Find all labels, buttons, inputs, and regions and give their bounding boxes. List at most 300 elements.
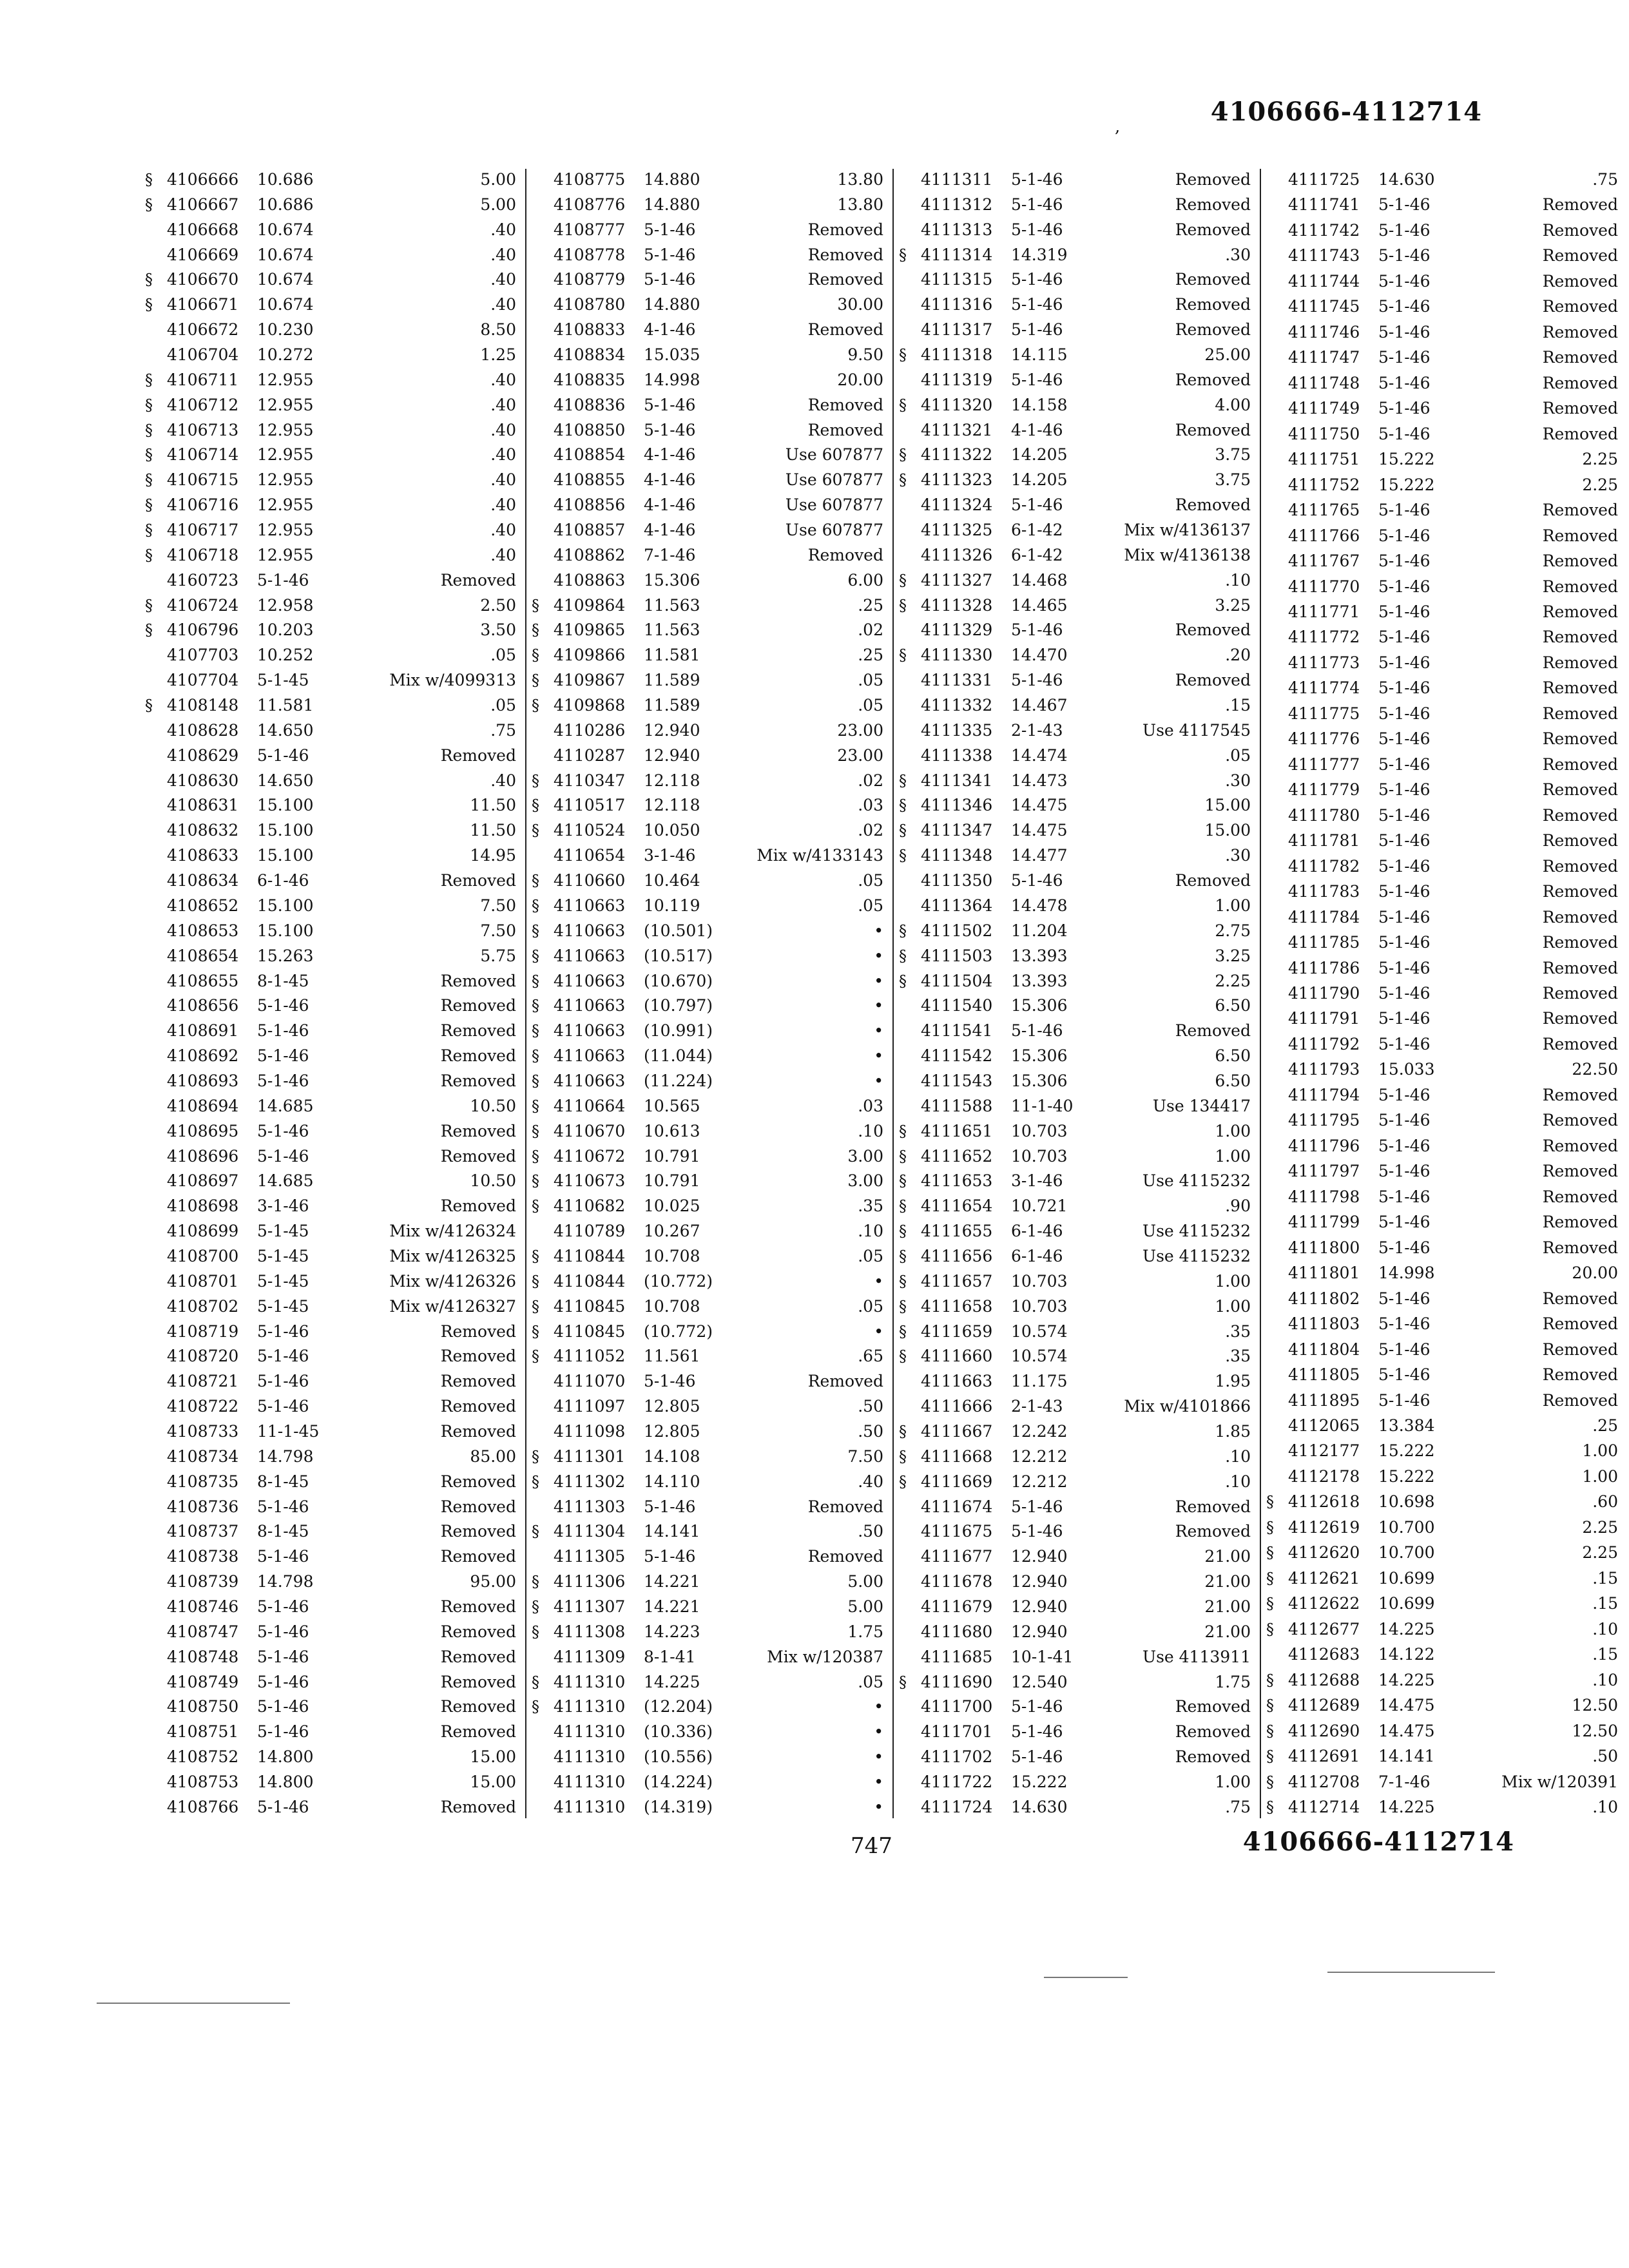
table-row <box>145 794 525 816</box>
part-number: 4111335 <box>921 720 993 740</box>
table-row <box>532 1195 892 1217</box>
table-row <box>145 1571 525 1593</box>
section-mark: § <box>532 1698 539 1716</box>
table-row <box>1266 1771 1627 1793</box>
entry-value: .75 <box>1592 170 1618 189</box>
part-number: 4108695 <box>167 1121 239 1140</box>
table-row <box>1266 398 1627 419</box>
date-or-code: 10.025 <box>644 1196 700 1216</box>
date-or-code: 5-1-46 <box>257 1672 309 1691</box>
date-or-code: 12.955 <box>257 521 314 540</box>
part-number: 4111777 <box>1288 754 1360 774</box>
table-row <box>532 544 892 566</box>
part-number: 4108653 <box>167 921 239 940</box>
date-or-code: 5-1-46 <box>644 245 696 264</box>
part-number: 4108694 <box>167 1096 239 1115</box>
date-or-code: 5-1-46 <box>1378 271 1431 291</box>
section-mark: § <box>145 396 153 414</box>
entry-value: .15 <box>1592 1594 1618 1613</box>
entry-value: 25.00 <box>1204 345 1251 365</box>
table-row <box>532 294 892 316</box>
date-or-code: 5-1-46 <box>1011 1697 1063 1716</box>
entry-value: 1.95 <box>1215 1372 1251 1391</box>
part-number: 4111326 <box>921 545 993 564</box>
date-or-code: 6-1-42 <box>1011 521 1063 540</box>
table-row <box>899 920 1260 942</box>
entry-value: 20.00 <box>837 370 883 389</box>
entry-value: Mix w/4101866 <box>1124 1397 1251 1416</box>
table-row <box>532 1671 892 1693</box>
part-number: 4111318 <box>921 345 993 365</box>
entry-value: 3.25 <box>1215 946 1251 965</box>
entry-value: Removed <box>1175 420 1251 439</box>
table-row <box>532 669 892 691</box>
table-row <box>899 1345 1260 1367</box>
date-or-code: 14.798 <box>257 1446 314 1466</box>
entry-value: Removed <box>440 1722 516 1742</box>
part-number: 4110844 <box>554 1271 626 1291</box>
entry-value: Use 134417 <box>1152 1096 1251 1115</box>
table-row <box>532 1345 892 1367</box>
entry-value: Removed <box>440 996 516 1015</box>
date-or-code: 12.955 <box>257 470 314 490</box>
date-or-code: 14.798 <box>257 1572 314 1591</box>
date-or-code: 5-1-46 <box>1011 1522 1063 1541</box>
entry-value: Removed <box>1542 577 1618 596</box>
entry-value: Removed <box>1175 620 1251 640</box>
part-number: 4111752 <box>1288 475 1360 494</box>
table-row <box>899 419 1260 441</box>
table-row <box>532 1471 892 1493</box>
part-number: 4111655 <box>921 1222 993 1241</box>
entry-value: 12.50 <box>1572 1696 1618 1715</box>
entry-value: Removed <box>1175 671 1251 690</box>
entry-value: Removed <box>1175 871 1251 890</box>
part-number: 4111795 <box>1288 1111 1360 1130</box>
date-or-code: 12.955 <box>257 395 314 414</box>
entry-value: 23.00 <box>837 720 883 740</box>
part-number: 4106711 <box>167 370 239 389</box>
entry-value: Removed <box>807 220 883 239</box>
date-or-code: 15.100 <box>257 796 314 815</box>
date-or-code: 5-1-46 <box>1011 195 1063 214</box>
part-number: 4111742 <box>1288 220 1360 240</box>
table-row <box>899 1370 1260 1392</box>
table-row <box>1266 1364 1627 1386</box>
table-row <box>532 870 892 892</box>
entry-value: • <box>874 1321 883 1341</box>
table-row <box>1266 1415 1627 1437</box>
part-number: 4111313 <box>921 220 993 239</box>
entry-value: Use 4115232 <box>1142 1246 1251 1265</box>
date-or-code: 8-1-41 <box>644 1647 696 1666</box>
part-number: 4111771 <box>1288 602 1360 621</box>
section-mark: § <box>899 947 907 965</box>
part-number: 4111306 <box>554 1572 626 1591</box>
table-row <box>1266 1262 1627 1284</box>
entry-value: 95.00 <box>470 1572 516 1591</box>
part-number: 4108697 <box>167 1171 239 1191</box>
section-mark: § <box>145 496 153 515</box>
table-row <box>899 369 1260 391</box>
entry-value: .05 <box>858 871 883 890</box>
date-or-code: 14.685 <box>257 1171 314 1191</box>
part-number: 4112619 <box>1288 1517 1360 1537</box>
table-row <box>145 1396 525 1418</box>
table-row <box>899 1170 1260 1192</box>
entry-value: Removed <box>1542 628 1618 647</box>
entry-value: Removed <box>1542 399 1618 418</box>
part-number: 4111801 <box>1288 1264 1360 1283</box>
section-mark: § <box>1266 1798 1274 1816</box>
part-number: 4111310 <box>554 1797 626 1816</box>
table-row <box>1266 1059 1627 1081</box>
table-row <box>1266 626 1627 648</box>
date-or-code: 10.700 <box>1378 1517 1435 1537</box>
part-number: 4110654 <box>554 846 626 865</box>
part-number: 4111724 <box>921 1797 993 1816</box>
table-row <box>532 895 892 917</box>
entry-value: .40 <box>490 220 516 239</box>
entry-value: .05 <box>490 646 516 665</box>
part-number: 4111541 <box>921 1021 993 1041</box>
table-row <box>899 1771 1260 1793</box>
entry-value: Removed <box>1542 297 1618 316</box>
date-or-code: 15.222 <box>1378 475 1435 494</box>
section-mark: § <box>145 446 153 465</box>
table-row <box>532 945 892 967</box>
table-row <box>145 1345 525 1367</box>
entry-value: 5.00 <box>847 1572 883 1591</box>
entry-value: Removed <box>440 1397 516 1416</box>
section-mark: § <box>899 847 907 865</box>
table-row <box>899 595 1260 617</box>
entry-value: • <box>874 1722 883 1742</box>
scan-artifact-line <box>1044 1977 1128 1978</box>
section-mark: § <box>899 796 907 815</box>
part-number: 4108776 <box>554 195 626 214</box>
part-number: 4106704 <box>167 345 239 365</box>
part-number: 4112689 <box>1288 1696 1360 1715</box>
entry-value: .50 <box>858 1522 883 1541</box>
section-mark: § <box>899 1272 907 1291</box>
date-or-code: 5-1-46 <box>1378 1340 1431 1359</box>
date-or-code: 5-1-46 <box>1378 1085 1431 1104</box>
table-row <box>899 469 1260 491</box>
part-number: 4111785 <box>1288 933 1360 952</box>
date-or-code: 14.319 <box>1011 245 1068 264</box>
table-row <box>899 1070 1260 1092</box>
date-or-code: 13.393 <box>1011 946 1068 965</box>
part-number: 4106666 <box>167 170 239 189</box>
date-or-code: 12.955 <box>257 495 314 515</box>
entry-value: .03 <box>858 796 883 815</box>
part-number: 4109864 <box>554 595 626 615</box>
part-number: 4111791 <box>1288 1009 1360 1028</box>
date-or-code: 12.940 <box>1011 1572 1068 1591</box>
part-number: 4106667 <box>167 195 239 214</box>
date-or-code: 11.581 <box>257 696 314 715</box>
entry-value: Removed <box>1542 271 1618 291</box>
entry-value: .25 <box>858 646 883 665</box>
entry-value: Removed <box>440 1421 516 1441</box>
part-number: 4110673 <box>554 1171 626 1191</box>
date-or-code: 10.721 <box>1011 1196 1068 1216</box>
part-number: 4110663 <box>554 996 626 1015</box>
part-number: 4112708 <box>1288 1772 1360 1791</box>
table-row <box>1266 1390 1627 1412</box>
date-or-code: 5-1-46 <box>1378 907 1431 927</box>
entry-value: 2.25 <box>1215 971 1251 990</box>
table-row <box>145 1321 525 1343</box>
part-number: 4108737 <box>167 1522 239 1541</box>
part-number: 4111364 <box>921 896 993 915</box>
table-row <box>532 219 892 241</box>
section-mark: § <box>532 1622 539 1641</box>
date-or-code: 14.141 <box>1378 1747 1435 1766</box>
part-number: 4108702 <box>167 1296 239 1316</box>
part-number: 4108833 <box>554 320 626 340</box>
entry-value: Removed <box>807 1372 883 1391</box>
table-row <box>145 845 525 867</box>
entry-value: • <box>874 1271 883 1291</box>
section-mark: § <box>532 921 539 940</box>
entry-value: Removed <box>1542 831 1618 850</box>
table-row <box>532 1746 892 1768</box>
part-number: 4110663 <box>554 921 626 940</box>
date-or-code: 5-1-46 <box>1011 220 1063 239</box>
date-or-code: 15.306 <box>644 570 700 590</box>
date-or-code: 5-1-46 <box>257 1497 309 1516</box>
date-or-code: 5-1-46 <box>1011 270 1063 289</box>
table-row <box>1266 245 1627 267</box>
table-row <box>899 1195 1260 1217</box>
section-mark: § <box>532 1573 539 1591</box>
date-or-code: 14.225 <box>1378 1619 1435 1639</box>
table-row <box>1266 1135 1627 1157</box>
part-number: 4106718 <box>167 545 239 564</box>
entry-value: Removed <box>1542 933 1618 952</box>
entry-value: .05 <box>858 696 883 715</box>
part-number: 4108836 <box>554 395 626 414</box>
table-row <box>899 294 1260 316</box>
table-row <box>532 595 892 617</box>
date-or-code: 14.205 <box>1011 445 1068 465</box>
part-number: 4108699 <box>167 1222 239 1241</box>
entry-value: Removed <box>440 1121 516 1140</box>
date-or-code: 15.222 <box>1378 1441 1435 1461</box>
part-number: 4111315 <box>921 270 993 289</box>
date-or-code: 5-1-46 <box>1378 729 1431 749</box>
date-or-code: 10.574 <box>1011 1321 1068 1341</box>
table-row <box>899 219 1260 241</box>
part-number: 4110517 <box>554 796 626 815</box>
date-or-code: 5-1-46 <box>1378 831 1431 850</box>
date-or-code: 6-1-46 <box>1011 1246 1063 1265</box>
entry-value: Removed <box>1542 653 1618 672</box>
part-number: 4111750 <box>1288 424 1360 443</box>
date-or-code: 5-1-46 <box>1378 882 1431 901</box>
table-row <box>532 369 892 391</box>
entry-value: Use 607877 <box>785 521 883 540</box>
date-or-code: 14.685 <box>257 1096 314 1115</box>
part-number: 4108696 <box>167 1146 239 1166</box>
part-number: 4110286 <box>554 720 626 740</box>
entry-value: 1.75 <box>847 1622 883 1641</box>
part-number: 4112690 <box>1288 1721 1360 1740</box>
section-mark: § <box>532 671 539 690</box>
table-row <box>1266 322 1627 343</box>
date-or-code: 6-1-46 <box>257 871 309 890</box>
table-row <box>145 995 525 1017</box>
section-mark: § <box>145 370 153 389</box>
table-row <box>1266 703 1627 725</box>
section-mark: § <box>899 972 907 990</box>
entry-value: Mix w/4126325 <box>389 1246 516 1265</box>
table-row <box>1266 296 1627 318</box>
part-number: 4106796 <box>167 620 239 640</box>
table-row <box>532 169 892 191</box>
entry-value: Removed <box>1175 195 1251 214</box>
table-row <box>145 169 525 191</box>
entry-value: .40 <box>858 1472 883 1491</box>
date-or-code: 5-1-46 <box>1011 871 1063 890</box>
section-mark: § <box>899 646 907 665</box>
table-row <box>145 970 525 992</box>
part-number: 4112065 <box>1288 1416 1360 1435</box>
date-or-code: 5-1-46 <box>1378 552 1431 571</box>
part-number: 4110660 <box>554 871 626 890</box>
section-mark: § <box>532 1247 539 1265</box>
table-row <box>1266 1568 1627 1590</box>
part-number: 4110845 <box>554 1321 626 1341</box>
entry-value: Removed <box>1542 602 1618 621</box>
entry-value: .20 <box>1225 646 1251 665</box>
table-row <box>145 194 525 216</box>
section-mark: § <box>532 1197 539 1216</box>
date-or-code: 8-1-45 <box>257 1522 309 1541</box>
table-row <box>145 1521 525 1542</box>
date-or-code: 12.958 <box>257 595 314 615</box>
entry-value: 2.25 <box>1582 450 1618 469</box>
table-row <box>145 1746 525 1768</box>
entry-value: .65 <box>858 1347 883 1366</box>
entry-value: Mix w/4136137 <box>1124 521 1251 540</box>
part-number: 4111316 <box>921 295 993 314</box>
part-number: 4111328 <box>921 595 993 615</box>
date-or-code: 14.223 <box>644 1622 700 1641</box>
entry-value: 3.75 <box>1215 445 1251 465</box>
table-row <box>532 394 892 416</box>
entry-value: 6.50 <box>1215 996 1251 1015</box>
part-number: 4108752 <box>167 1747 239 1767</box>
date-or-code: 5-1-46 <box>257 1146 309 1166</box>
entry-value: Removed <box>440 1797 516 1816</box>
date-or-code: 14.880 <box>644 170 700 189</box>
date-or-code: 5-1-46 <box>1378 653 1431 672</box>
table-row <box>1266 1110 1627 1131</box>
date-or-code: (10.336) <box>644 1722 713 1742</box>
page-range-header: 4106666-4112714 <box>1210 97 1482 127</box>
date-or-code: 5-1-45 <box>257 671 309 690</box>
part-number: 4111669 <box>921 1472 993 1491</box>
entry-value: Removed <box>1542 501 1618 520</box>
date-or-code: 10.698 <box>1378 1492 1435 1512</box>
date-or-code: 5-1-46 <box>1378 678 1431 698</box>
table-row <box>145 570 525 591</box>
entry-value: .40 <box>490 521 516 540</box>
table-row <box>532 720 892 742</box>
entry-value: 21.00 <box>1204 1597 1251 1616</box>
part-number: 4112677 <box>1288 1619 1360 1639</box>
part-number: 4112622 <box>1288 1594 1360 1613</box>
table-row <box>1266 169 1627 191</box>
part-number: 4111765 <box>1288 501 1360 520</box>
part-number: 4111780 <box>1288 805 1360 825</box>
table-row <box>145 595 525 617</box>
part-number: 4111747 <box>1288 348 1360 367</box>
section-mark: § <box>899 1147 907 1166</box>
date-or-code: 5-1-46 <box>644 420 696 439</box>
table-row <box>899 995 1260 1017</box>
date-or-code: 12.955 <box>257 370 314 389</box>
table-row <box>1266 1313 1627 1335</box>
part-number: 4111052 <box>554 1347 626 1366</box>
section-mark: § <box>1266 1722 1274 1740</box>
entry-value: .50 <box>1592 1747 1618 1766</box>
table-row <box>145 1796 525 1818</box>
section-mark: § <box>532 1523 539 1541</box>
table-row <box>145 294 525 316</box>
entry-value: .05 <box>858 896 883 915</box>
table-row <box>1266 423 1627 445</box>
table-row <box>145 1146 525 1168</box>
table-row <box>145 920 525 942</box>
date-or-code: 15.263 <box>257 946 314 965</box>
table-row <box>532 444 892 466</box>
date-or-code: 3-1-46 <box>1011 1171 1063 1191</box>
entry-value: Removed <box>1542 984 1618 1003</box>
entry-value: 4.00 <box>1215 395 1251 414</box>
part-number: 4111678 <box>921 1572 993 1591</box>
entry-value: .40 <box>490 420 516 439</box>
table-row <box>532 1020 892 1042</box>
date-or-code: 5-1-46 <box>644 270 696 289</box>
date-or-code: 14.475 <box>1011 796 1068 815</box>
section-mark: § <box>899 1322 907 1341</box>
part-number: 4111776 <box>1288 729 1360 749</box>
table-row <box>1266 1796 1627 1818</box>
part-number: 4106713 <box>167 420 239 439</box>
section-mark: § <box>899 1247 907 1265</box>
part-number: 4111667 <box>921 1421 993 1441</box>
entry-value: .10 <box>1225 1446 1251 1466</box>
table-row <box>899 1546 1260 1568</box>
date-or-code: 12.242 <box>1011 1421 1068 1441</box>
date-or-code: 5-1-46 <box>257 1647 309 1666</box>
entry-value: .03 <box>858 1096 883 1115</box>
table-row <box>899 1471 1260 1493</box>
entry-value: • <box>874 1071 883 1090</box>
part-number: 4108748 <box>167 1647 239 1666</box>
table-row <box>145 1195 525 1217</box>
entry-value: 3.25 <box>1215 595 1251 615</box>
table-row <box>1266 448 1627 470</box>
section-mark: § <box>899 396 907 414</box>
date-or-code: 5-1-46 <box>1378 754 1431 774</box>
date-or-code: 5-1-46 <box>1378 1390 1431 1410</box>
date-or-code: 15.306 <box>1011 1046 1068 1066</box>
